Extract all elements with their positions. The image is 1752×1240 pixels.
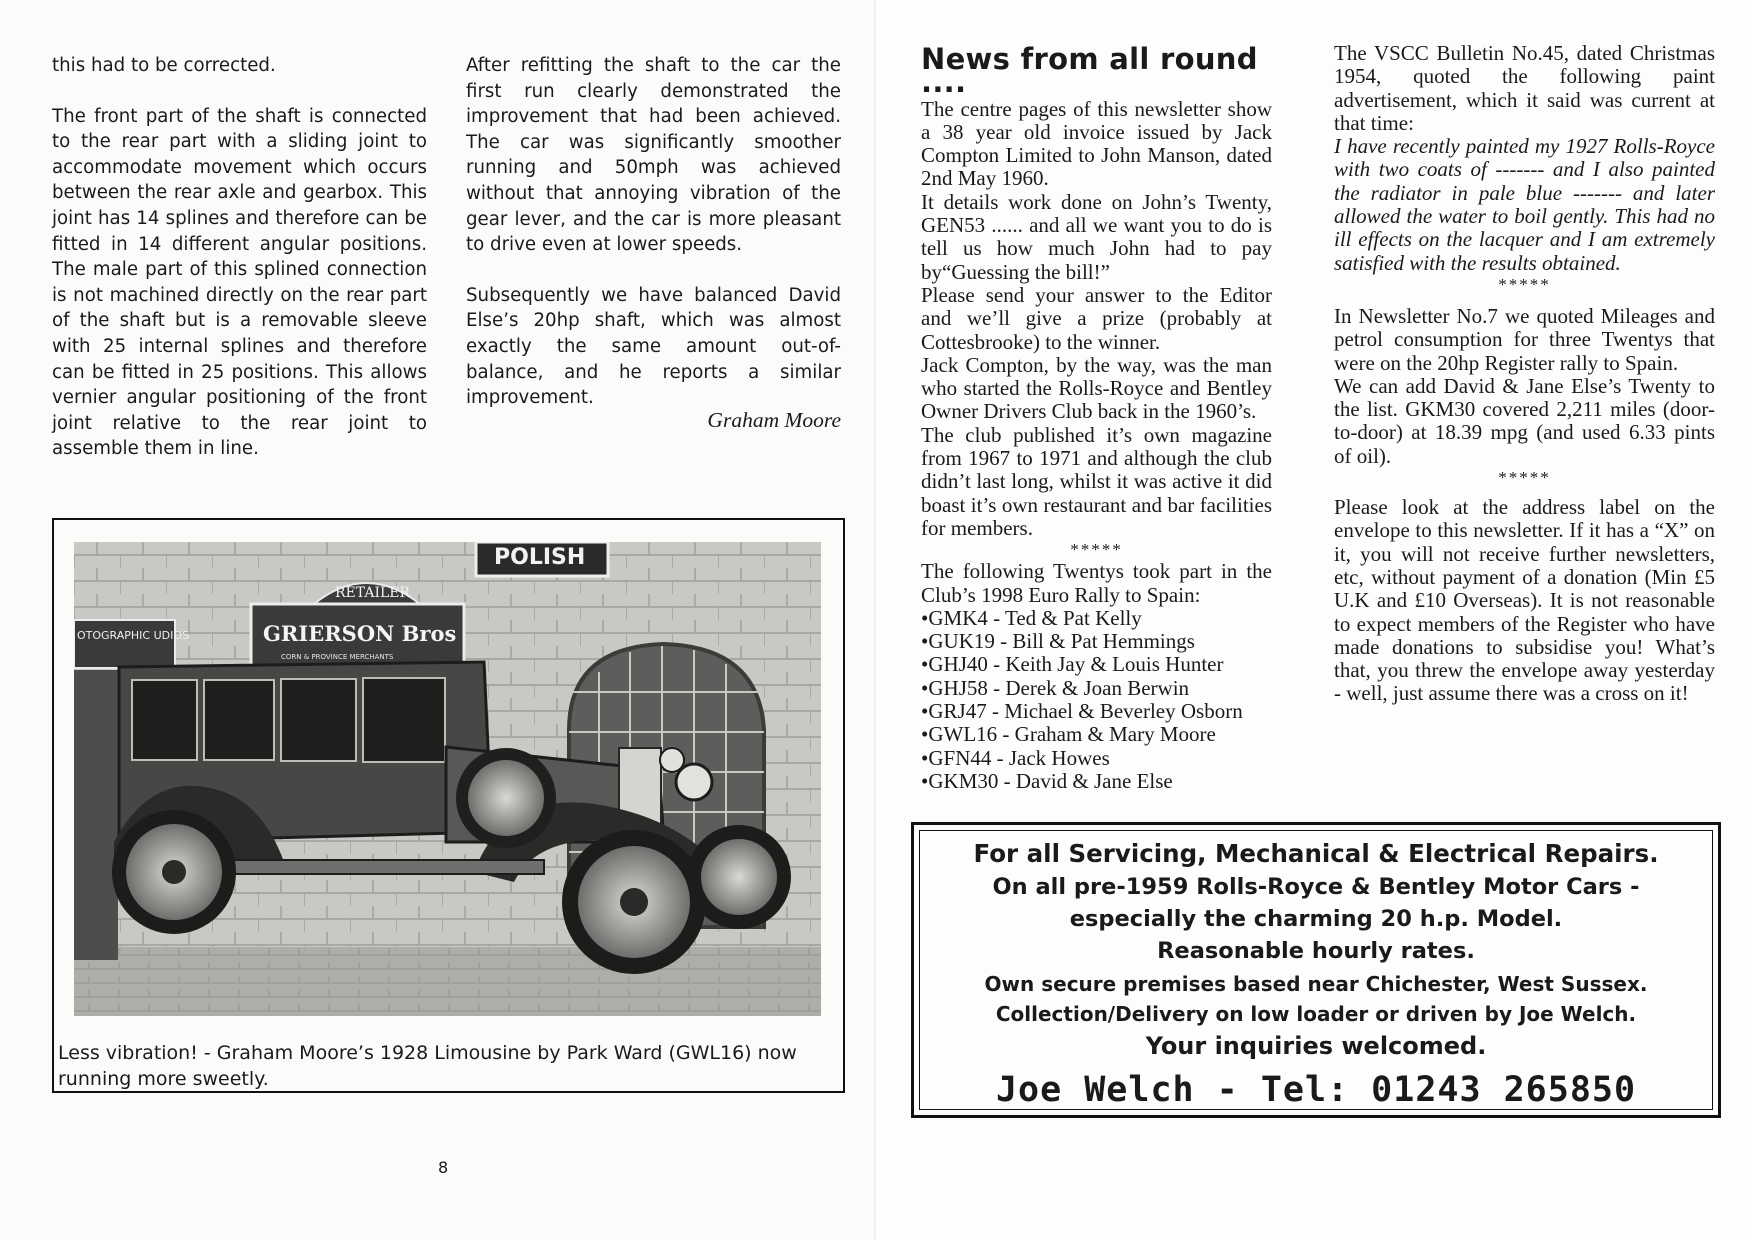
grierson-sign-text: GRIERSON Bros [263,621,457,646]
ad-line: Your inquiries welcomed. [1145,1032,1487,1060]
ad-line: On all pre-1959 Rolls-Royce & Bentley Motor Cars - [992,874,1640,900]
list-item: • GHJ58 - Derek & Joan Berwin [921,677,1272,700]
left-column-2 [466,53,841,432]
list-item: • GWL16 - Graham & Mary Moore [921,723,1272,746]
author-signature: Graham Moore [707,408,841,432]
rally-participants-list [921,607,1272,793]
left-column-1 [52,53,427,462]
section-separator: ***** [1498,468,1551,488]
right-column-1 [921,42,1272,793]
list-item: • GKM30 - David & Jane Else [921,770,1272,793]
list-item: • GMK4 - Ted & Pat Kelly [921,607,1272,630]
paragraph: this had to be corrected. [52,55,276,76]
advertisement-box [911,822,1721,1118]
paragraph: The club published it’s own magazine from 1967 to 1971 and although the club didn’t last long, whilst it was active it did boast it’s own restaurant and bar facilities for members. [921,422,1272,540]
car-photo [74,542,821,1016]
paragraph: In Newsletter No.7 we quoted Mileages and petrol consumption for three Twentys that were on the 20hp Register rally to Spain. [1334,303,1715,375]
right-page [876,0,1752,1240]
ad-line: Own secure premises based near Chichester, West Sussex. [984,972,1648,996]
retailer-sign-text: RETAILER [335,585,411,601]
paragraph: The following Twentys took part in the Club’s 1998 Euro Rally to Spain: [921,559,1272,607]
paragraph: After refitting the shaft to the car the first run clearly demonstrated the improvement that had been achieved. The car was significantly smoother running and 50mph was achieved without that annoying vibration of the gear lever, and the car is more pleasant to drive even at lower speeds. [466,55,841,256]
ad-line: especially the charming 20 h.p. Model. [1069,906,1563,932]
grierson-subtext: CORN & PROVINCE MERCHANTS [281,653,394,661]
ad-line: Reasonable hourly rates. [1157,938,1475,964]
quoted-advertisement: I have recently painted my 1927 Rolls-Royce with two coats of ------- and I also painted the radiator in pale blue ------- and later allowed the water to boil gently. This had no ill effects on the lacquer and I am extremely satisfied with the results obtained. [1334,134,1715,275]
ad-contact-line: Joe Welch - Tel: 01243 265850 [995,1070,1637,1110]
paragraph: The centre pages of this newsletter show a 38 year old invoice issued by Jack Compton Limited to John Manson, dated 2nd May 1960. [921,96,1272,191]
list-item: • GFN44 - Jack Howes [921,747,1272,770]
car-illustration [74,542,821,1016]
studios-sign-text: OTOGRAPHIC UDIOS [77,629,190,642]
section-separator: ***** [1070,540,1123,560]
paragraph: It details work done on John’s Twenty, GEN53 ...... and all we want you to do is tell us how much John had to pay by“Guessing the bill!” [921,189,1272,284]
news-headline: News from all round .... [921,42,1258,100]
list-item: • GHJ40 - Keith Jay & Louis Hunter [921,653,1272,676]
page-number: 8 [438,1158,449,1177]
list-item: • GRJ47 - Michael & Beverley Osborn [921,700,1272,723]
paragraph: Please look at the address label on the envelope to this newsletter. If it has a “X” on it, you will not receive further newsletters, etc, without payment of a donation (Min £5 U.K and £10 Overseas). It is not reasonable to expect members of the Register who have made donations to subsidise you! What’s that, you threw the envelope away yesterday - well, just assume there was a cross on it! [1334,495,1715,706]
paragraph: Please send your answer to the Editor and we’ll give a prize (probably at Cottesbrooke) to the winner. [921,282,1272,354]
photo-caption: Less vibration! - Graham Moore’s 1928 Limousine by Park Ward (GWL16) now running more sweetly. [58,1042,797,1090]
ad-line: For all Servicing, Mechanical & Electrical Repairs. [973,839,1659,868]
ad-line: Collection/Delivery on low loader or driven by Joe Welch. [995,1002,1637,1026]
polish-sign-text: POLISH [494,545,586,570]
paragraph: The front part of the shaft is connected to the rear part with a sliding joint to accommodate movement which occurs between the rear axle and gearbox. This joint has 14 splines and therefore can be fitted in 14 different angular positions. The male part of this splined connection is not machined directly on the rear part of the shaft but is a removable sleeve with 25 internal splines and therefore can be fitted in 25 positions. This allows vernier angular positioning of the front joint relative to the rear joint to assemble them in line. [52,105,427,460]
list-item: • GUK19 - Bill & Pat Hemmings [921,630,1272,653]
paragraph: We can add David & Jane Else’s Twenty to the list. GKM30 covered 2,211 miles (door-to-door) at 18.39 mpg (and used 6.33 pints of oil). [1334,373,1715,468]
paragraph: Subsequently we have balanced David Else’s 20hp shaft, which was almost exactly the same amount out-of-balance, and he reports a similar improvement. [466,284,841,409]
section-separator: ***** [1498,274,1551,294]
paragraph: The VSCC Bulletin No.45, dated Christmas 1954, quoted the following paint advertisement, which it said was current at that time: [1334,41,1715,135]
right-column-2 [1334,42,1715,706]
paragraph: Jack Compton, by the way, was the man who started the Rolls-Royce and Bentley Owner Drivers Club back in the 1960’s. [921,352,1272,424]
photo-box [52,518,845,1093]
advertisement-content [919,830,1713,1110]
